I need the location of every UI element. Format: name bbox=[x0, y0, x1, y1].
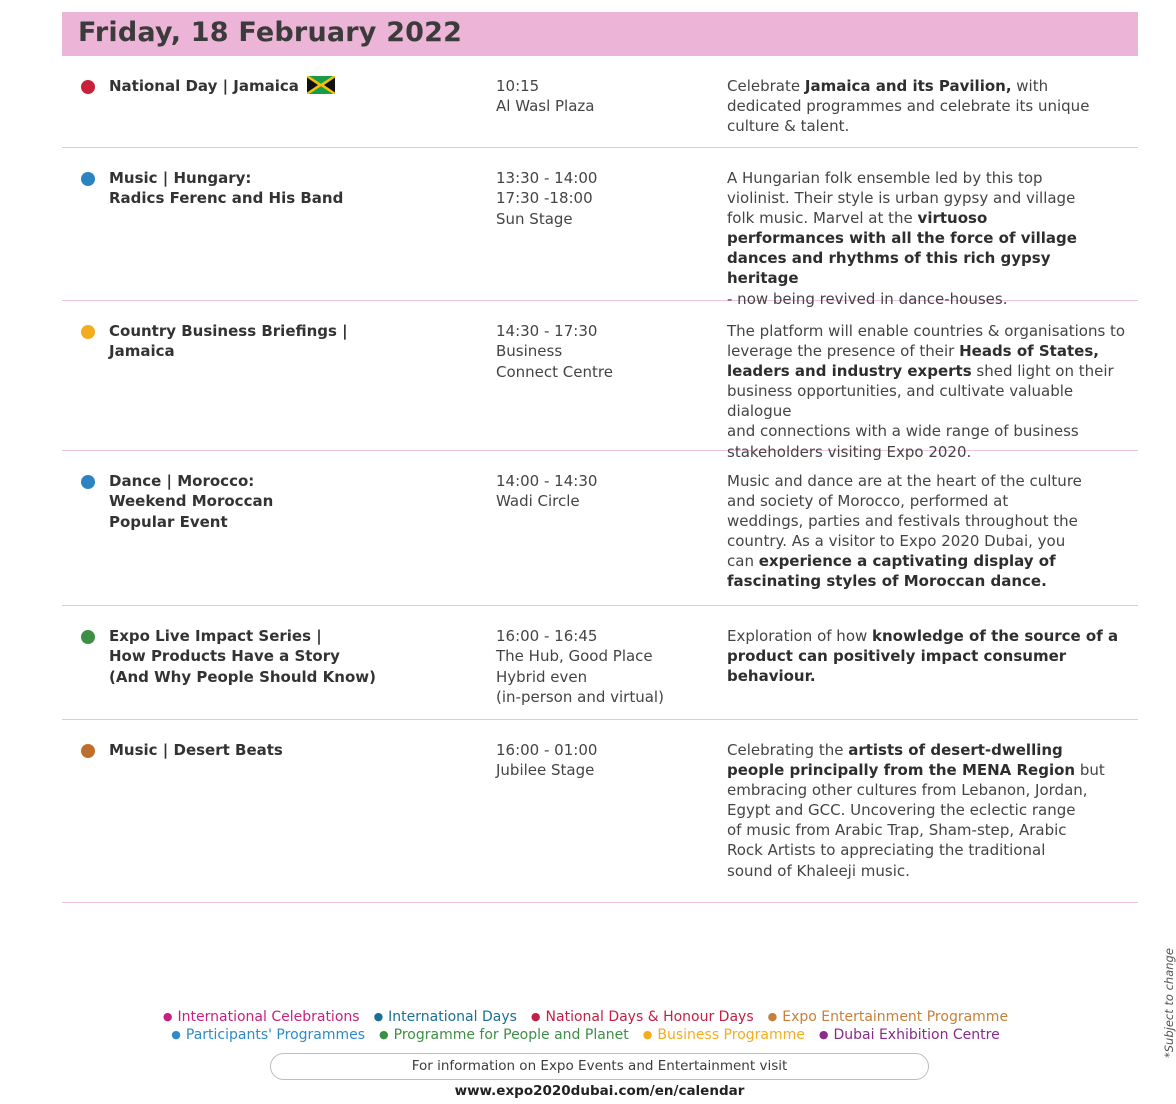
event-description bbox=[727, 740, 1127, 881]
description-text: weddings, parties and festivals throughout the bbox=[727, 512, 1078, 531]
event-description bbox=[727, 168, 1127, 309]
description-highlight: fascinating styles of Moroccan dance. bbox=[727, 572, 1047, 591]
event-time-line: 10:15 bbox=[496, 77, 540, 95]
description-text: and connections with a wide range of business bbox=[727, 422, 1079, 441]
event-title-line: How Products Have a Story bbox=[109, 647, 340, 666]
legend-label: International Days bbox=[388, 1009, 517, 1025]
legend-row-2 bbox=[0, 1026, 1171, 1044]
event-title-line: Expo Live Impact Series | bbox=[109, 627, 322, 645]
description-text: folk music. Marvel at the bbox=[727, 209, 918, 228]
description-text: of music from Arabic Trap, Sham-step, Arabic bbox=[727, 821, 1067, 840]
description-text: embracing other cultures from Lebanon, Jordan, bbox=[727, 781, 1088, 800]
event-time-location bbox=[496, 471, 706, 512]
description-highlight: experience a captivating display of bbox=[758, 552, 1056, 571]
event-time-line: Al Wasl Plaza bbox=[496, 97, 595, 116]
event-title-line: Weekend Moroccan bbox=[109, 492, 274, 511]
event-time-line: 16:00 - 01:00 bbox=[496, 741, 598, 759]
description-text: can bbox=[727, 552, 759, 571]
description-text: Celebrate bbox=[727, 77, 805, 95]
event-time-line: Hybrid even bbox=[496, 667, 588, 686]
category-dot-icon bbox=[81, 630, 95, 644]
description-text: and society of Morocco, performed at bbox=[727, 492, 1009, 511]
event-title-line: Music | Desert Beats bbox=[109, 741, 283, 759]
legend-item bbox=[531, 1008, 754, 1026]
event-time-line: Business bbox=[496, 342, 563, 361]
calendar-info-text: For information on Expo Events and Entertainment visit bbox=[411, 1058, 788, 1074]
description-highlight: product can positively impact consumer behaviour. bbox=[727, 647, 1067, 686]
legend-bullet-icon: ● bbox=[379, 1028, 389, 1041]
event-time-line: 17:30 -18:00 bbox=[496, 189, 593, 208]
description-text: Rock Artists to appreciating the traditional bbox=[727, 841, 1046, 860]
description-text: - now being revived in dance-houses. bbox=[727, 289, 1008, 308]
description-text: The platform will enable countries & organisations to bbox=[727, 322, 1126, 340]
event-row bbox=[62, 301, 1138, 461]
category-dot-icon bbox=[81, 475, 95, 489]
event-title-line: Music | Hungary: bbox=[109, 169, 252, 187]
event-title bbox=[109, 471, 409, 532]
category-dot-icon bbox=[81, 744, 95, 758]
legend-label: Business Programme bbox=[657, 1027, 805, 1043]
description-highlight: knowledge of the source of a bbox=[872, 627, 1119, 645]
description-text: Celebrating the bbox=[727, 741, 849, 759]
calendar-info-banner bbox=[270, 1053, 929, 1099]
description-text: sound of Khaleeji music. bbox=[727, 861, 910, 880]
event-row bbox=[62, 720, 1138, 903]
event-title bbox=[109, 168, 409, 209]
legend-bullet-icon: ● bbox=[818, 1028, 829, 1041]
description-text: stakeholders visiting Expo 2020. bbox=[727, 442, 972, 461]
legend-bullet-icon: ● bbox=[767, 1010, 778, 1023]
description-highlight: Jamaica and its Pavilion, bbox=[804, 77, 1012, 95]
description-highlight: performances with all the force of village bbox=[727, 229, 1077, 248]
event-time-line: 14:00 - 14:30 bbox=[496, 472, 598, 490]
legend-item bbox=[379, 1026, 629, 1044]
legend-item bbox=[768, 1008, 1008, 1026]
description-highlight: Heads of States, bbox=[959, 342, 1099, 361]
legend-item bbox=[643, 1026, 805, 1044]
event-title bbox=[109, 76, 409, 96]
jamaica-flag-icon bbox=[307, 76, 335, 94]
description-highlight: leaders and industry experts bbox=[727, 362, 972, 381]
legend-bullet-icon: ● bbox=[373, 1010, 384, 1023]
event-title-line: (And Why People Should Know) bbox=[109, 667, 376, 686]
event-title bbox=[109, 321, 409, 362]
event-time-location bbox=[496, 321, 706, 382]
legend-row-1 bbox=[0, 1008, 1171, 1026]
event-title-line: National Day | Jamaica bbox=[109, 77, 299, 95]
event-time-line: Sun Stage bbox=[496, 209, 573, 228]
event-time-line: 14:30 - 17:30 bbox=[496, 322, 598, 340]
event-time-line: 13:30 - 14:00 bbox=[496, 169, 598, 187]
page-title: Friday, 18 February 2022 bbox=[78, 17, 463, 48]
description-text: country. As a visitor to Expo 2020 Dubai, you bbox=[727, 532, 1066, 551]
event-description bbox=[727, 626, 1127, 686]
legend-label: Dubai Exhibition Centre bbox=[833, 1027, 1000, 1043]
legend-bullet-icon: ● bbox=[162, 1010, 173, 1023]
legend-label: Programme for People and Planet bbox=[393, 1027, 629, 1043]
event-title-line: Radics Ferenc and His Band bbox=[109, 189, 344, 208]
category-dot-icon bbox=[81, 172, 95, 186]
legend-label: National Days & Honour Days bbox=[545, 1009, 754, 1025]
event-title-line: Jamaica bbox=[109, 342, 175, 361]
event-time-line: Connect Centre bbox=[496, 362, 613, 381]
description-text: with bbox=[1011, 77, 1049, 95]
event-time-location bbox=[496, 626, 706, 707]
description-text: Music and dance are at the heart of the culture bbox=[727, 472, 1082, 490]
date-header bbox=[62, 12, 1138, 56]
event-time-location bbox=[496, 76, 706, 117]
event-title-line: Country Business Briefings | bbox=[109, 322, 348, 340]
event-time-location bbox=[496, 168, 706, 229]
description-highlight: people principally from the MENA Region bbox=[727, 761, 1076, 780]
category-dot-icon bbox=[81, 325, 95, 339]
description-text: violinist. Their style is urban gypsy and village bbox=[727, 189, 1076, 208]
event-list bbox=[62, 56, 1138, 903]
description-text: A Hungarian folk ensemble led by this top bbox=[727, 169, 1043, 187]
event-time-line: Wadi Circle bbox=[496, 492, 580, 511]
description-text: but bbox=[1075, 761, 1105, 780]
description-highlight: dances and rhythms of this rich gypsy heritage bbox=[727, 249, 1051, 288]
legend-label: Expo Entertainment Programme bbox=[782, 1009, 1009, 1025]
event-title-line: Popular Event bbox=[109, 512, 228, 531]
event-time-location bbox=[496, 740, 706, 781]
event-row bbox=[62, 606, 1138, 720]
legend-bullet-icon: ● bbox=[530, 1010, 541, 1023]
event-title-line: Dance | Morocco: bbox=[109, 472, 255, 490]
event-time-line: The Hub, Good Place bbox=[496, 647, 653, 666]
description-text: shed light on their bbox=[971, 362, 1114, 381]
event-row bbox=[62, 56, 1138, 148]
event-description bbox=[727, 76, 1127, 136]
event-description bbox=[727, 321, 1127, 462]
legend-item bbox=[374, 1008, 517, 1026]
legend-item bbox=[819, 1026, 1000, 1044]
description-text: Exploration of how bbox=[727, 627, 873, 645]
event-time-line: (in-person and virtual) bbox=[496, 687, 664, 706]
event-time-line: Jubilee Stage bbox=[496, 761, 595, 780]
event-row bbox=[62, 451, 1138, 606]
event-time-line: 16:00 - 16:45 bbox=[496, 627, 598, 645]
event-title bbox=[109, 626, 409, 687]
legend-item bbox=[171, 1026, 365, 1044]
event-description bbox=[727, 471, 1127, 592]
description-text: dedicated programmes and celebrate its unique bbox=[727, 97, 1090, 116]
subject-to-change-note: *Subject to change bbox=[1162, 948, 1176, 1058]
description-highlight: virtuoso bbox=[917, 209, 988, 228]
legend-item bbox=[163, 1008, 360, 1026]
event-row bbox=[62, 148, 1138, 308]
legend-bullet-icon: ● bbox=[642, 1028, 653, 1041]
description-text: business opportunities, and cultivate valuable dialogue bbox=[727, 382, 1074, 421]
legend-label: Participants' Programmes bbox=[185, 1027, 366, 1043]
category-dot-icon bbox=[81, 80, 95, 94]
description-text: culture & talent. bbox=[727, 117, 850, 136]
legend-label: International Celebrations bbox=[177, 1009, 360, 1025]
event-title bbox=[109, 740, 409, 760]
description-text: leverage the presence of their bbox=[727, 342, 960, 361]
description-text: Egypt and GCC. Uncovering the eclectic range bbox=[727, 801, 1076, 820]
legend-bullet-icon: ● bbox=[171, 1028, 181, 1041]
description-highlight: artists of desert-dwelling bbox=[848, 741, 1063, 759]
calendar-link[interactable]: www.expo2020dubai.com/en/calendar bbox=[454, 1083, 745, 1099]
